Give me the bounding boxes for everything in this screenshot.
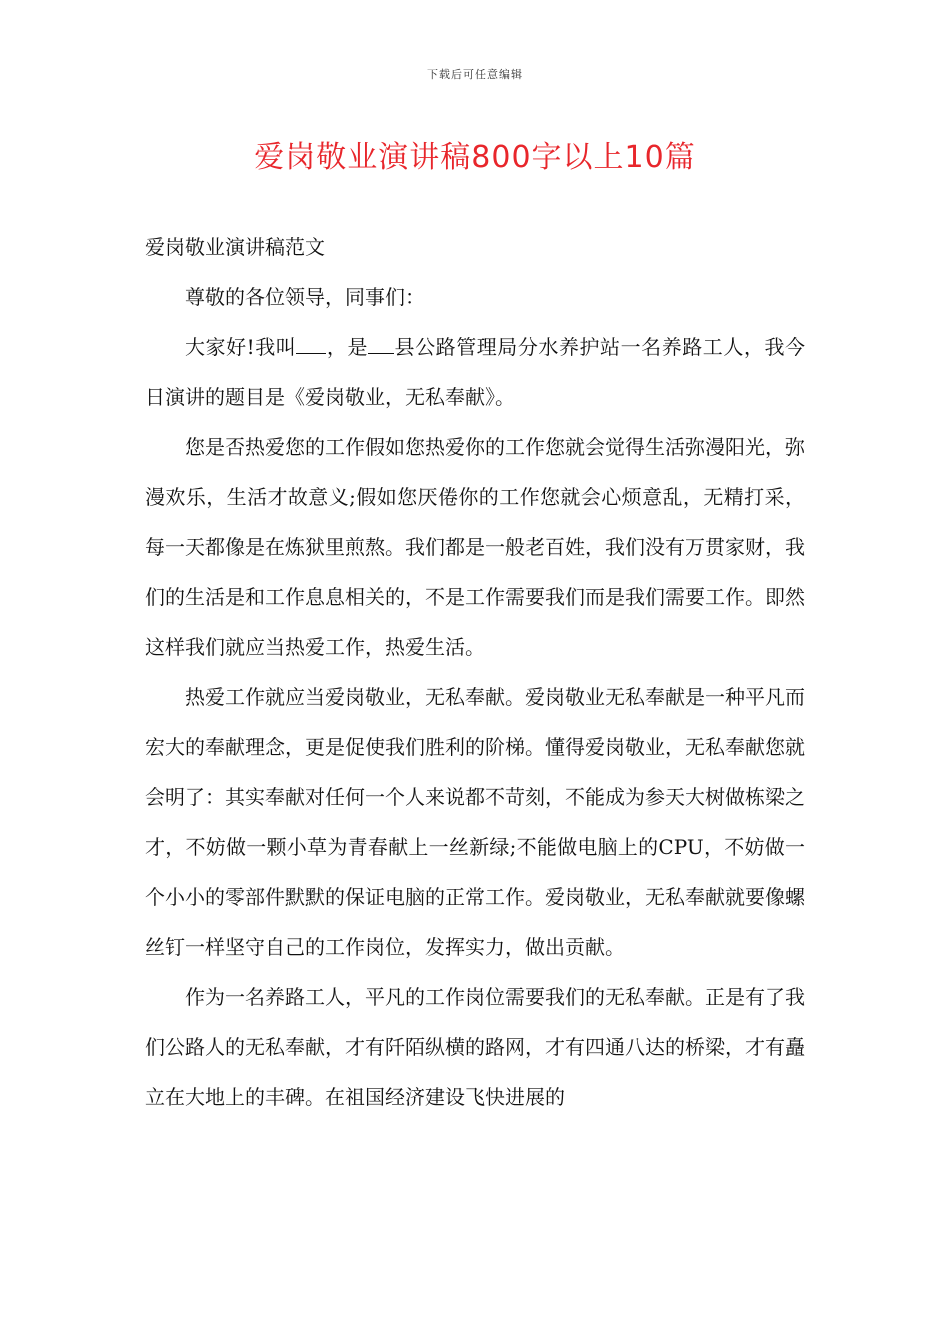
- greeting: 尊敬的各位领导，同事们：: [185, 285, 425, 309]
- body-paragraph: 热爱工作就应当爱岗敬业，无私奉献。爱岗敬业无私奉献是一种平凡而宏大的奉献理念，更是促使我们胜利的阶梯。懂得爱岗敬业，无私奉献您就会明了：其实奉献对任何一个人来说都不苛刻，不能成为参天大树做栋梁之才，不妨做一颗小草为青春献上一丝新绿;不能做电脑上的CPU，不妨做一个小小的零部件默默的保证电脑的正常工作。爱岗敬业，无私奉献就要像螺丝钉一样坚守自己的工作岗位，发挥实力，做出贡献。: [145, 685, 805, 959]
- header-note: 下载后可任意编辑: [427, 68, 523, 81]
- document-body: [145, 222, 805, 1122]
- intro-text-1: 大家好!我叫: [185, 335, 297, 359]
- document-title: 爱岗敬业演讲稿800字以上10篇: [254, 140, 696, 175]
- intro-text-3: 县公路管理局分水养护站一名养路工人，我今日演讲的题目是《爱岗敬业，无私奉献》。: [145, 335, 806, 409]
- body-paragraph: 作为一名养路工人，平凡的工作岗位需要我们的无私奉献。正是有了我们公路人的无私奉献，才有阡陌纵横的路网，才有四通八达的桥梁，才有矗立在大地上的丰碑。在祖国经济建设飞快进展的: [145, 985, 805, 1109]
- intro-text-2: ，是: [326, 335, 368, 359]
- body-paragraph: 您是否热爱您的工作假如您热爱你的工作您就会觉得生活弥漫阳光，弥漫欢乐，生活才故意义;假如您厌倦你的工作您就会心烦意乱，无精打采，每一天都像是在炼狱里煎熬。我们都是一般老百姓，我们没有万贯家财，我们的生活是和工作息息相关的，不是工作需要我们而是我们需要工作。即然这样我们就应当热爱工作，热爱生活。: [145, 435, 805, 659]
- intro-paragraph: [145, 322, 805, 422]
- name-blank: [296, 331, 326, 354]
- county-blank: [368, 331, 394, 354]
- section-subtitle: 爱岗敬业演讲稿范文: [145, 235, 325, 259]
